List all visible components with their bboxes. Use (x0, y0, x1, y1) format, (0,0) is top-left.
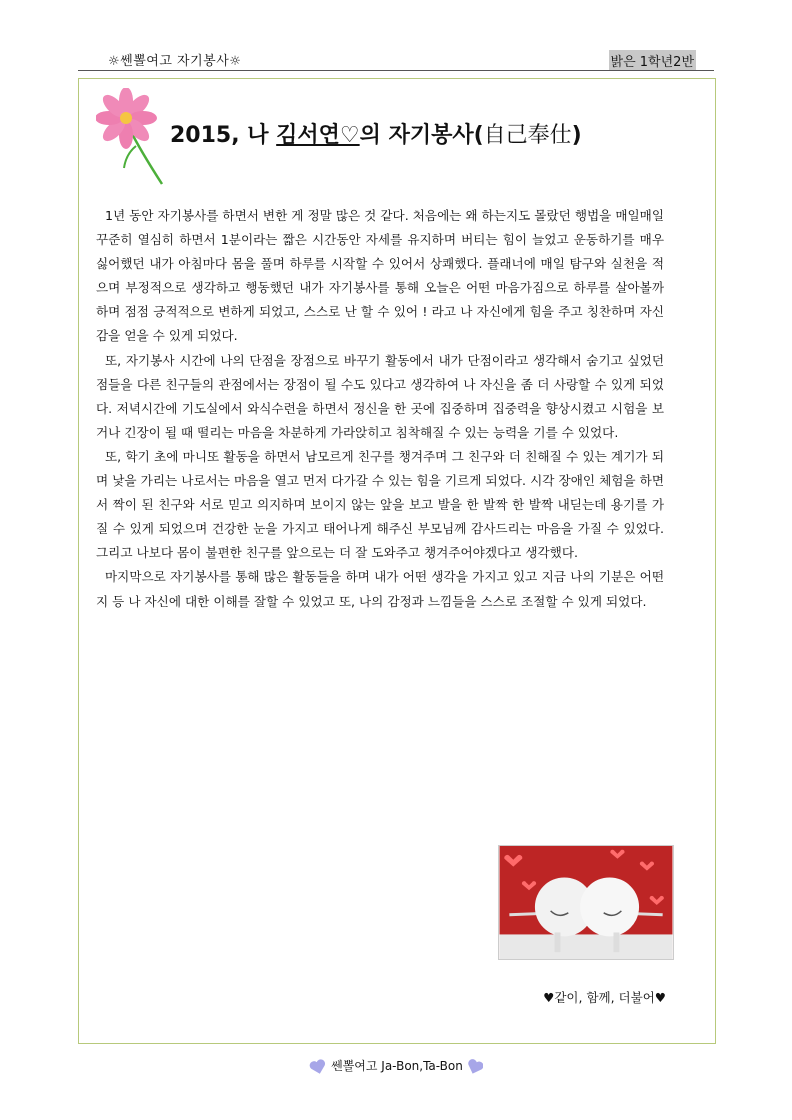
title-name: 김서연♡ (276, 123, 360, 148)
heart-icon (467, 1059, 483, 1075)
header-school-name: ☼쎈뽈여고 자기봉사☼ (108, 54, 242, 69)
paragraph: 또, 자기봉사 시간에 나의 단점을 장점으로 바꾸기 활동에서 내가 단점이라고 생각해서 숨기고 싶었던 점들을 다른 친구들의 관점에서는 장점이 될 수도 있다고 생각하여 나 자신을 좀 더 사랑할 수 있게 되었다. 저녁시간에 기도실에서 와식수련을 하면서 정신을 한 곳에 집중하며 집중력을 향상시켰고 시험을 보거나 긴장이 될 때 떨리는 마음을 차분하게 가라앉히고 침착해질 수 있는 능력을 기를 수 있었다. (96, 352, 664, 440)
paragraph: 마지막으로 자기봉사를 통해 많은 활동들을 하며 내가 어떤 생각을 가지고 있고 지금 나의 기분은 어떤지 등 나 자신에 대한 이해를 잘할 수 있었고 또, 나의 감정과 느낌들을 스스로 조절할 수 있게 되었다. (96, 569, 664, 609)
title-suffix: 의 자기봉사( (359, 123, 484, 148)
picture-caption: ♥같이, 함께, 더불어♥ (543, 990, 666, 1005)
essay-body (96, 204, 664, 614)
paragraph: 1년 동안 자기봉사를 하면서 변한 게 정말 많은 것 같다. 처음에는 왜 하는지도 몰랐던 행법을 매일매일 꾸준히 열심히 하면서 1분이라는 짧은 시간동안 자세를 유지하며 버티는 힘이 늘었고 운동하기를 매우 싫어했던 내가 아침마다 몸을 풀며 하루를 시작할 수 있어서 상쾌했다. 플래너에 매일 탐구와 실천을 적으며 부정적으로 생각하고 행동했던 내가 자기봉사를 통해 오늘은 어떤 마음가짐으로 하루를 살아볼까 하며 점점 긍적적으로 변하게 되었고, 스스로 난 할 수 있어 ! 라고 나 자신에게 힘을 주고 칭찬하며 자신감을 얻을 수 있게 되었다. (96, 208, 664, 344)
title-prefix: 2015, 나 (170, 123, 277, 148)
title-close: ) (571, 123, 582, 148)
paragraph: 또, 학기 초에 마니또 활동을 하면서 남모르게 친구를 챙겨주며 그 친구와 더 친해질 수 있는 계기가 되며 낯을 가리는 나로서는 마음을 열고 먼저 다가갈 수 있는 힘을 기르게 되었다. 시각 장애인 체험을 하면서 짝이 된 친구와 서로 믿고 의지하며 보이지 않는 앞을 보고 발을 한 발짝 한 발짝 내딛는데 용기를 가질 수 있게 되었으며 건강한 눈을 가지고 태어나게 해주신 부모님께 감사드리는 마음을 가질 수 있었다. 그리고 나보다 몸이 불편한 친구를 앞으로는 더 잘 도와주고 챙겨주어야겠다고 생각했다. (96, 448, 664, 561)
page-title (170, 118, 582, 149)
header-class-label: 밝은 1학년2반 (609, 50, 696, 71)
title-hanja: 自己奉仕 (483, 123, 572, 148)
header-divider (78, 70, 714, 71)
flower-icon (96, 88, 176, 188)
heart-icon (309, 1059, 327, 1075)
page-footer (0, 1057, 792, 1075)
footer-text: 쎈뽈여고 Ja-Bon,Ta-Bon (331, 1059, 463, 1073)
friends-illustration (498, 845, 674, 960)
